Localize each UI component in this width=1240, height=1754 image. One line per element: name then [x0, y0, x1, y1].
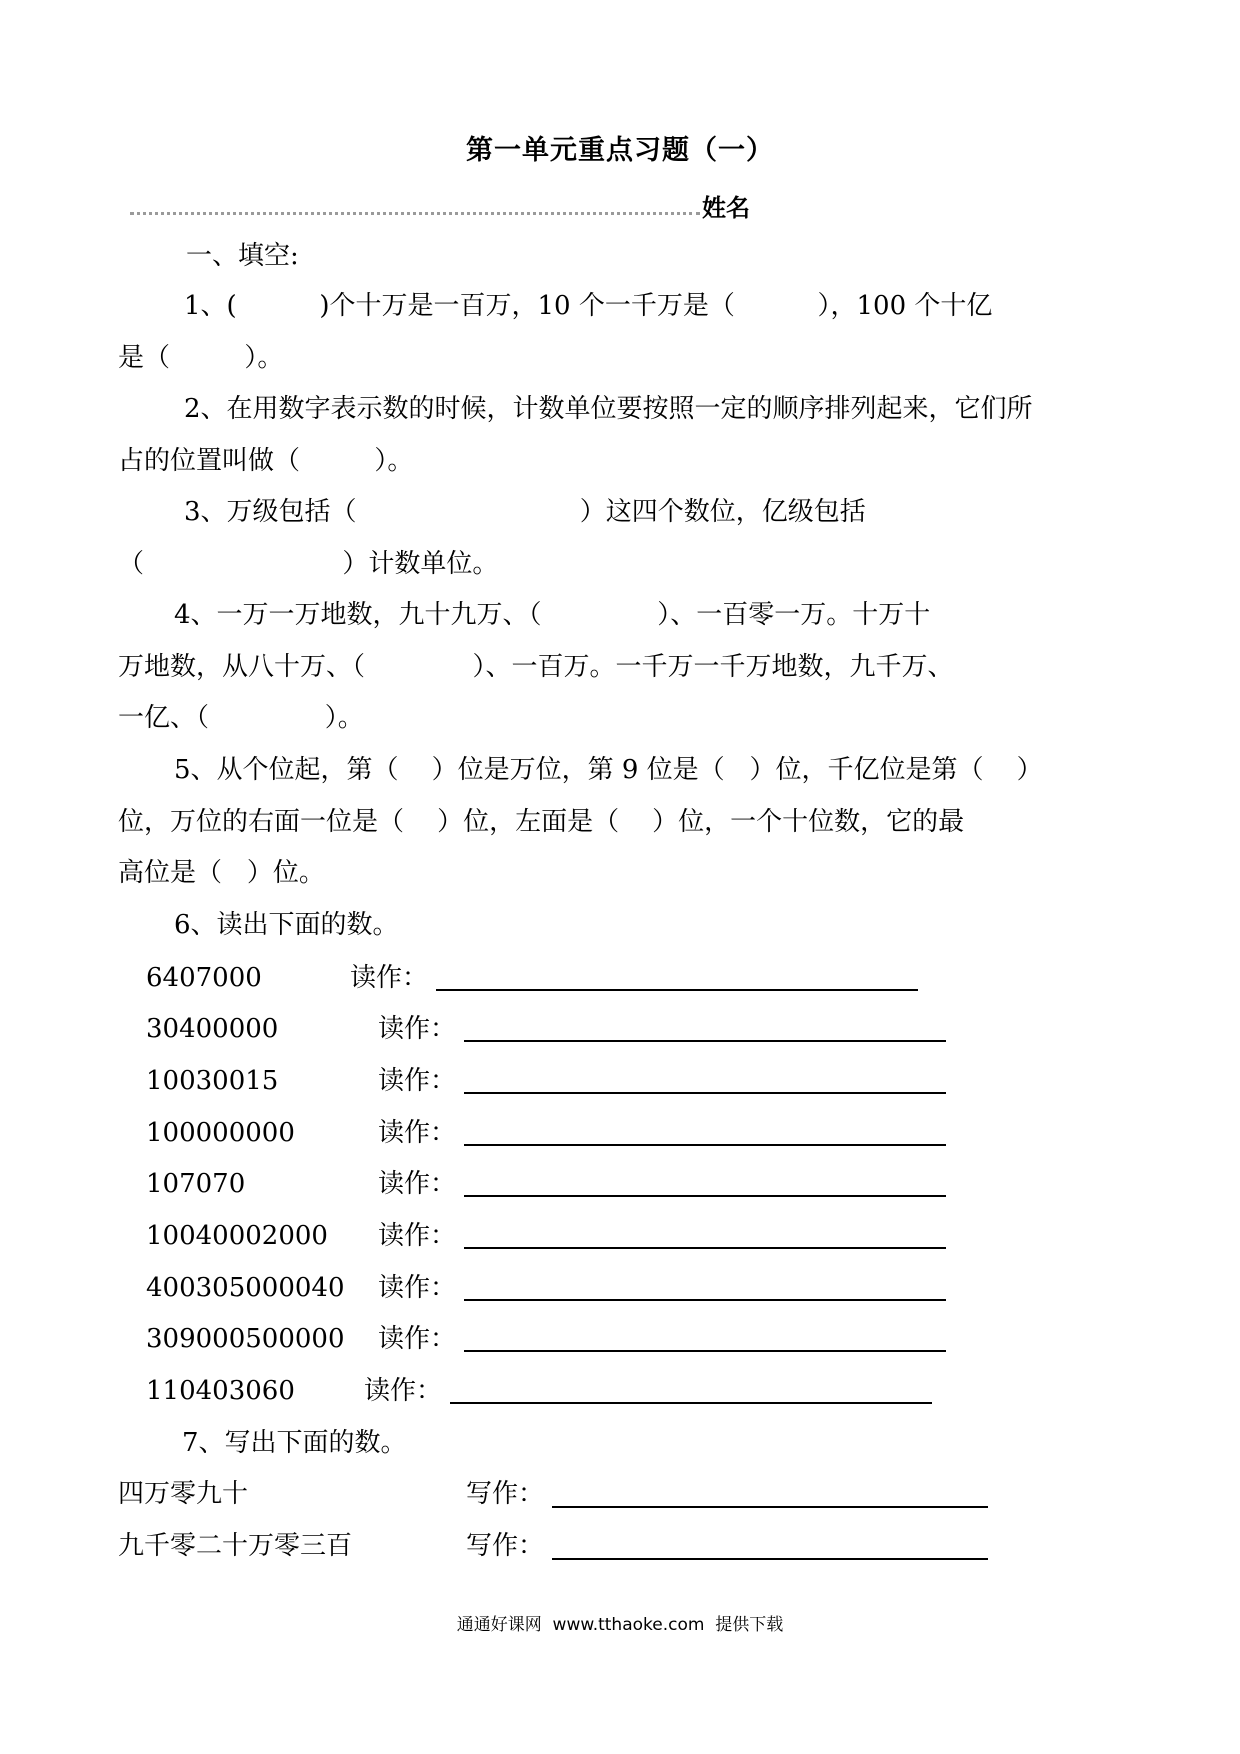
- name-dotted-line: [130, 212, 700, 215]
- q5-blank-4[interactable]: [404, 807, 437, 837]
- q6-read-label-2: 读作：: [378, 1014, 457, 1044]
- q4-blank-3[interactable]: [209, 703, 325, 733]
- q2-text-b: 占的位置叫做（: [118, 446, 301, 476]
- q6-number-5: 107070: [146, 1169, 246, 1199]
- q6-number-1: 6407000: [146, 963, 262, 993]
- q6-number-3: 10030015: [146, 1066, 279, 1096]
- question-5-line-3: [118, 857, 325, 889]
- q7-write-label-2: 写作：: [466, 1531, 545, 1561]
- q5-text-f: ）位，左面是（: [437, 807, 620, 837]
- q5-blank-3[interactable]: [984, 755, 1017, 785]
- q6-number-6: 10040002000: [146, 1221, 328, 1251]
- question-1-line-2: [118, 342, 283, 374]
- q4-text-a: 4、一万一万地数，九十九万、（: [174, 600, 542, 630]
- q1-text-b: )个十万是一百万，10 个一千万是（: [319, 291, 735, 321]
- q3-text-d: ）计数单位。: [342, 549, 499, 579]
- q6-number-2: 30400000: [146, 1014, 279, 1044]
- q6-answer-line-4[interactable]: [464, 1144, 946, 1146]
- q1-blank-2[interactable]: [735, 291, 818, 321]
- q3-blank-1[interactable]: [357, 497, 580, 527]
- q5-text-e: 位，万位的右面一位是（: [118, 807, 405, 837]
- q6-read-label-7: 读作：: [378, 1273, 457, 1303]
- q6-answer-line-9[interactable]: [450, 1402, 932, 1404]
- q5-blank-5[interactable]: [619, 807, 652, 837]
- q4-text-c: 万地数，从八十万、（: [118, 652, 366, 682]
- q7-answer-line-2[interactable]: [552, 1558, 988, 1560]
- question-3-line-1: [184, 496, 866, 528]
- q3-text-a: 3、万级包括（: [184, 497, 357, 527]
- q4-text-f: ）。: [324, 703, 364, 733]
- question-4-line-3: [118, 702, 364, 734]
- q5-blank-1[interactable]: [399, 755, 432, 785]
- q6-answer-line-2[interactable]: [464, 1040, 946, 1042]
- q5-text-g: ）位，一个十位数，它的最: [652, 807, 965, 837]
- q6-answer-line-7[interactable]: [464, 1299, 946, 1301]
- q6-answer-line-6[interactable]: [464, 1247, 946, 1249]
- q7-write-label-1: 写作：: [466, 1479, 545, 1509]
- q6-read-label-6: 读作：: [378, 1221, 457, 1251]
- name-label: 姓名: [702, 194, 750, 222]
- q6-number-8: 309000500000: [146, 1324, 345, 1354]
- q5-blank-6[interactable]: [222, 858, 247, 888]
- q5-text-c: ）位，千亿位是第（: [749, 755, 984, 785]
- q1-text-d: 是（: [118, 343, 171, 373]
- question-4-line-2: [118, 651, 953, 683]
- worksheet-title: 第一单元重点习题（一）: [466, 135, 774, 166]
- q4-blank-2[interactable]: [365, 652, 472, 682]
- q1-blank-3[interactable]: [170, 343, 244, 373]
- q5-text-a: 5、从个位起，第（: [174, 755, 399, 785]
- q6-answer-line-3[interactable]: [464, 1092, 946, 1094]
- q1-text-e: ）。: [244, 343, 284, 373]
- q1-blank-1[interactable]: [237, 291, 320, 321]
- q7-words-1: 四万零九十: [118, 1479, 249, 1509]
- question-7-heading: 7、写出下面的数。: [182, 1428, 407, 1458]
- q2-text-c: ）。: [374, 446, 414, 476]
- name-row: [130, 188, 790, 222]
- question-3-line-2: [118, 548, 498, 580]
- question-2-line-1: 2、在用数字表示数的时候，计数单位要按照一定的顺序排列起来，它们所: [184, 394, 1033, 424]
- q6-read-label-1: 读作：: [350, 963, 429, 993]
- question-1-line-1: [184, 290, 992, 322]
- q6-answer-line-1[interactable]: [436, 989, 918, 991]
- q5-blank-2[interactable]: [725, 755, 750, 785]
- q5-text-h: 高位是（: [118, 858, 223, 888]
- section-heading: 一、填空:: [186, 241, 299, 271]
- q4-text-e: 一亿、（: [118, 703, 210, 733]
- question-5-line-2: [118, 806, 964, 838]
- q6-read-label-5: 读作：: [378, 1169, 457, 1199]
- q3-text-c: （: [118, 549, 145, 579]
- footer-credit: 通通好课网 www.tthaoke.com 提供下载: [456, 1615, 784, 1635]
- q3-text-b: ）这四个数位，亿级包括: [579, 497, 866, 527]
- q5-text-i: ）位。: [246, 858, 325, 888]
- q1-text-a: 1、(: [184, 291, 237, 321]
- q4-text-d: ）、一百万。一千万一千万地数，九千万、: [472, 652, 954, 682]
- question-4-line-1: [174, 599, 930, 631]
- q1-text-c: ），100 个十亿: [817, 291, 993, 321]
- q6-read-label-9: 读作：: [364, 1376, 443, 1406]
- q6-read-label-3: 读作：: [378, 1066, 457, 1096]
- q7-words-2: 九千零二十万零三百: [118, 1531, 353, 1561]
- q6-number-7: 400305000040: [146, 1273, 345, 1303]
- question-5-line-1: [174, 754, 1043, 786]
- q4-blank-1[interactable]: [542, 600, 658, 630]
- q6-answer-line-5[interactable]: [464, 1195, 946, 1197]
- q6-answer-line-8[interactable]: [464, 1350, 946, 1352]
- q4-text-b: ）、一百零一万。十万十: [657, 600, 931, 630]
- question-6-heading: 6、读出下面的数。: [174, 910, 399, 940]
- question-2-line-2: [118, 445, 413, 477]
- q6-read-label-4: 读作：: [378, 1118, 457, 1148]
- q7-answer-line-1[interactable]: [552, 1506, 988, 1508]
- q5-text-d: ）: [1016, 755, 1043, 785]
- q5-text-b: ）位是万位，第 9 位是（: [431, 755, 725, 785]
- q2-blank-1[interactable]: [300, 446, 374, 476]
- q6-number-4: 100000000: [146, 1118, 295, 1148]
- q3-blank-2[interactable]: [144, 549, 342, 579]
- q6-read-label-8: 读作：: [378, 1324, 457, 1354]
- q6-number-9: 110403060: [146, 1376, 295, 1406]
